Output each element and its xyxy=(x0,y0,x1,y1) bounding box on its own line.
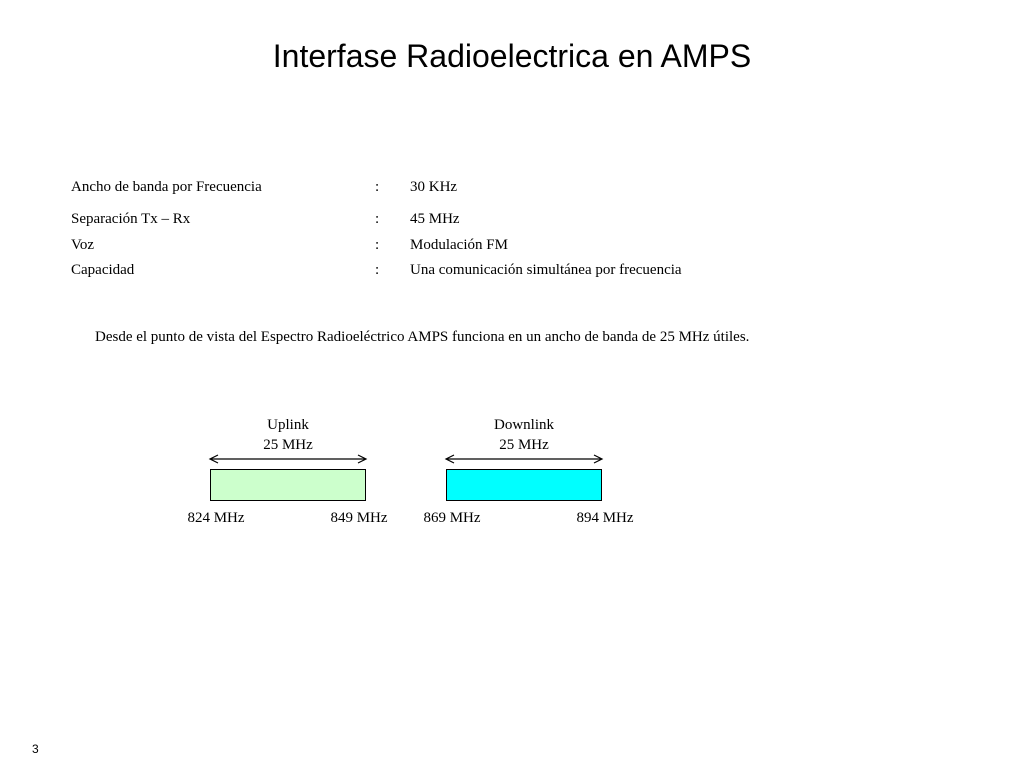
spectrum-statement: Desde el punto de vista del Espectro Radioeléctrico AMPS funciona en un ancho de banda de 25 MHz útiles. xyxy=(95,329,750,345)
spec-value: 45 MHz xyxy=(410,211,460,227)
spec-label: Capacidad xyxy=(71,262,135,278)
uplink-end-freq: 849 MHz xyxy=(330,510,388,526)
downlink-double-arrow-icon xyxy=(444,451,604,467)
downlink-name: Downlink xyxy=(494,417,554,433)
spec-value: 30 KHz xyxy=(410,179,458,195)
downlink-end-freq: 894 MHz xyxy=(576,510,634,526)
spec-value: Modulación FM xyxy=(410,237,508,253)
downlink-label xyxy=(446,415,602,455)
uplink-double-arrow-icon xyxy=(208,451,368,467)
downlink-bandwidth: 25 MHz xyxy=(499,437,549,453)
slide-title: Interfase Radioelectrica en AMPS xyxy=(272,38,752,74)
downlink-band-box xyxy=(446,469,602,501)
spec-label: Separación Tx – Rx xyxy=(71,211,191,227)
slide-number: 3 xyxy=(32,742,39,756)
spec-label: Voz xyxy=(71,237,95,253)
spec-separator: : xyxy=(375,211,380,227)
spec-value: Una comunicación simultánea por frecuencia xyxy=(410,262,682,278)
spec-label: Ancho de banda por Frecuencia xyxy=(71,179,262,195)
spec-separator: : xyxy=(375,237,380,253)
uplink-name: Uplink xyxy=(267,417,309,433)
uplink-label xyxy=(210,415,366,455)
spec-separator: : xyxy=(375,262,380,278)
downlink-start-freq: 869 MHz xyxy=(423,510,481,526)
spec-separator: : xyxy=(375,179,380,195)
uplink-bandwidth: 25 MHz xyxy=(263,437,313,453)
uplink-start-freq: 824 MHz xyxy=(187,510,245,526)
uplink-band-box xyxy=(210,469,366,501)
